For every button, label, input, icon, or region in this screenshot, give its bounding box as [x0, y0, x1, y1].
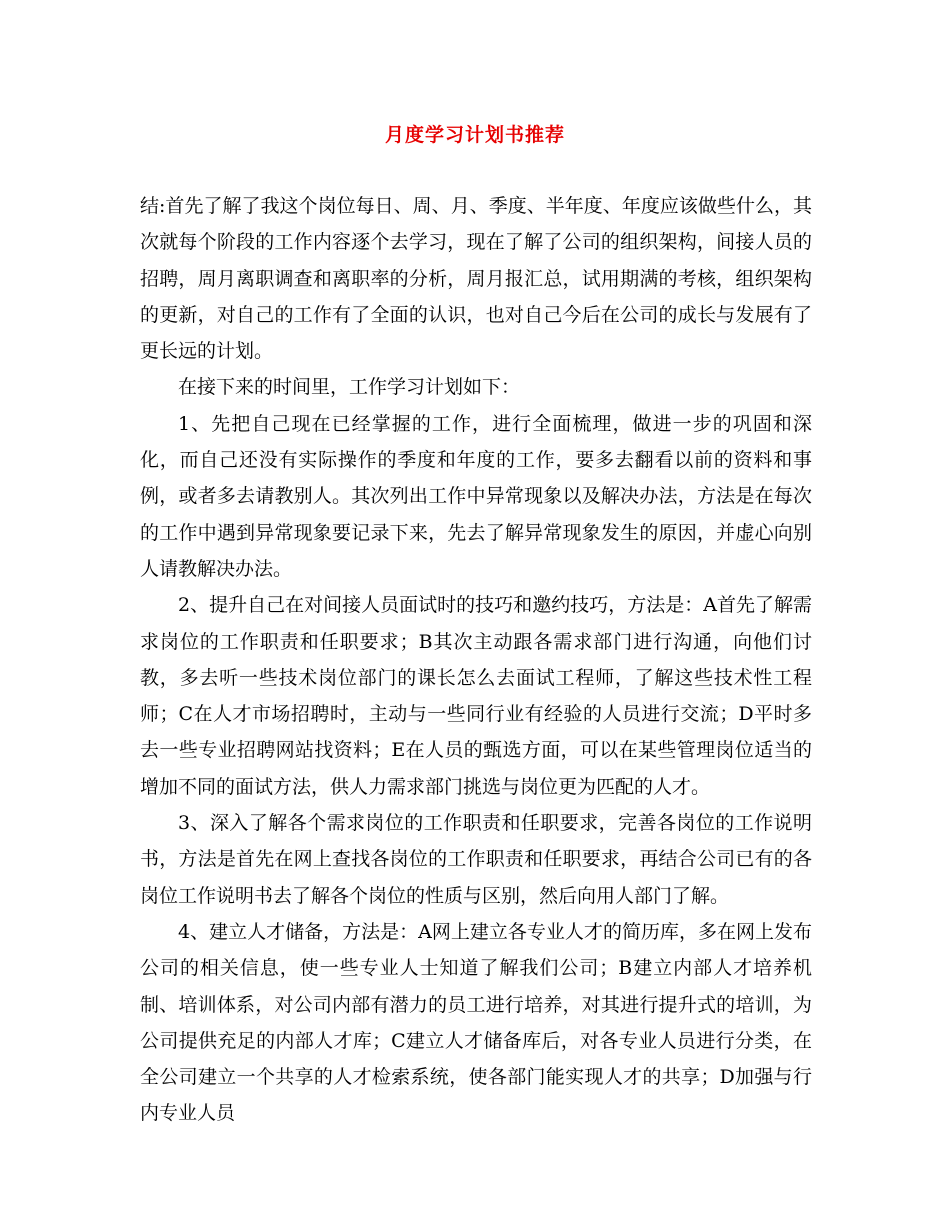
- document-body: [140, 188, 812, 1132]
- paragraph-item-2: 2、提升自己在对间接人员面试时的技巧和邀约技巧，方法是：A首先了解需求岗位的工作职责和任职要求；B其次主动跟各需求部门进行沟通，向他们讨教，多去听一些技术岗位部门的课长怎么去面试工程师，了解这些技术性工程师；C在人才市场招聘时，主动与一些同行业有经验的人员进行交流；D平时多去一些专业招聘网站找资料；E在人员的甄选方面，可以在某些管理岗位适当的增加不同的面试方法，供人力需求部门挑选与岗位更为匹配的人才。: [140, 594, 812, 798]
- document-title: 月度学习计划书推荐: [384, 124, 565, 146]
- paragraph-item-4: 4、建立人才储备，方法是：A网上建立各专业人才的简历库，多在网上发布公司的相关信息，使一些专业人士知道了解我们公司；B建立内部人才培养机制、培训体系，对公司内部有潜力的员工进行培养，对其进行提升式的培训，为公司提供充足的内部人才库；C建立人才储备库后，对各专业人员进行分类，在全公司建立一个共享的人才检索系统，使各部门能实现人才的共享；D加强与行内专业人员: [140, 920, 812, 1125]
- paragraph-item-1: 1、先把自己现在已经掌握的工作，进行全面梳理，做进一步的巩固和深化，而自己还没有实际操作的季度和年度的工作，要多去翻看以前的资料和事例，或者多去请教别人。其次列出工作中异常现象以及解决办法，方法是在每次的工作中遇到异常现象要记录下来，先去了解异常现象发生的原因，并虚心向别人请教解决办法。: [140, 412, 812, 580]
- paragraph-intro: 在接下来的时间里，工作学习计划如下：: [178, 376, 521, 399]
- paragraph-summary: 结:首先了解了我这个岗位每日、周、月、季度、半年度、年度应该做些什么，其次就每个阶段的工作内容逐个去学习，现在了解了公司的组织架构，间接人员的招聘，周月离职调查和离职率的分析，周月报汇总，试用期满的考核，组织架构的更新，对自己的工作有了全面的认识，也对自己今后在公司的成长与发展有了更长远的计划。: [140, 195, 812, 363]
- paragraph-item-3: 3、深入了解各个需求岗位的工作职责和任职要求，完善各岗位的工作说明书，方法是首先在网上查找各岗位的工作职责和任职要求，再结合公司已有的各岗位工作说明书去了解各个岗位的性质与区别，然后向用人部门了解。: [140, 812, 812, 907]
